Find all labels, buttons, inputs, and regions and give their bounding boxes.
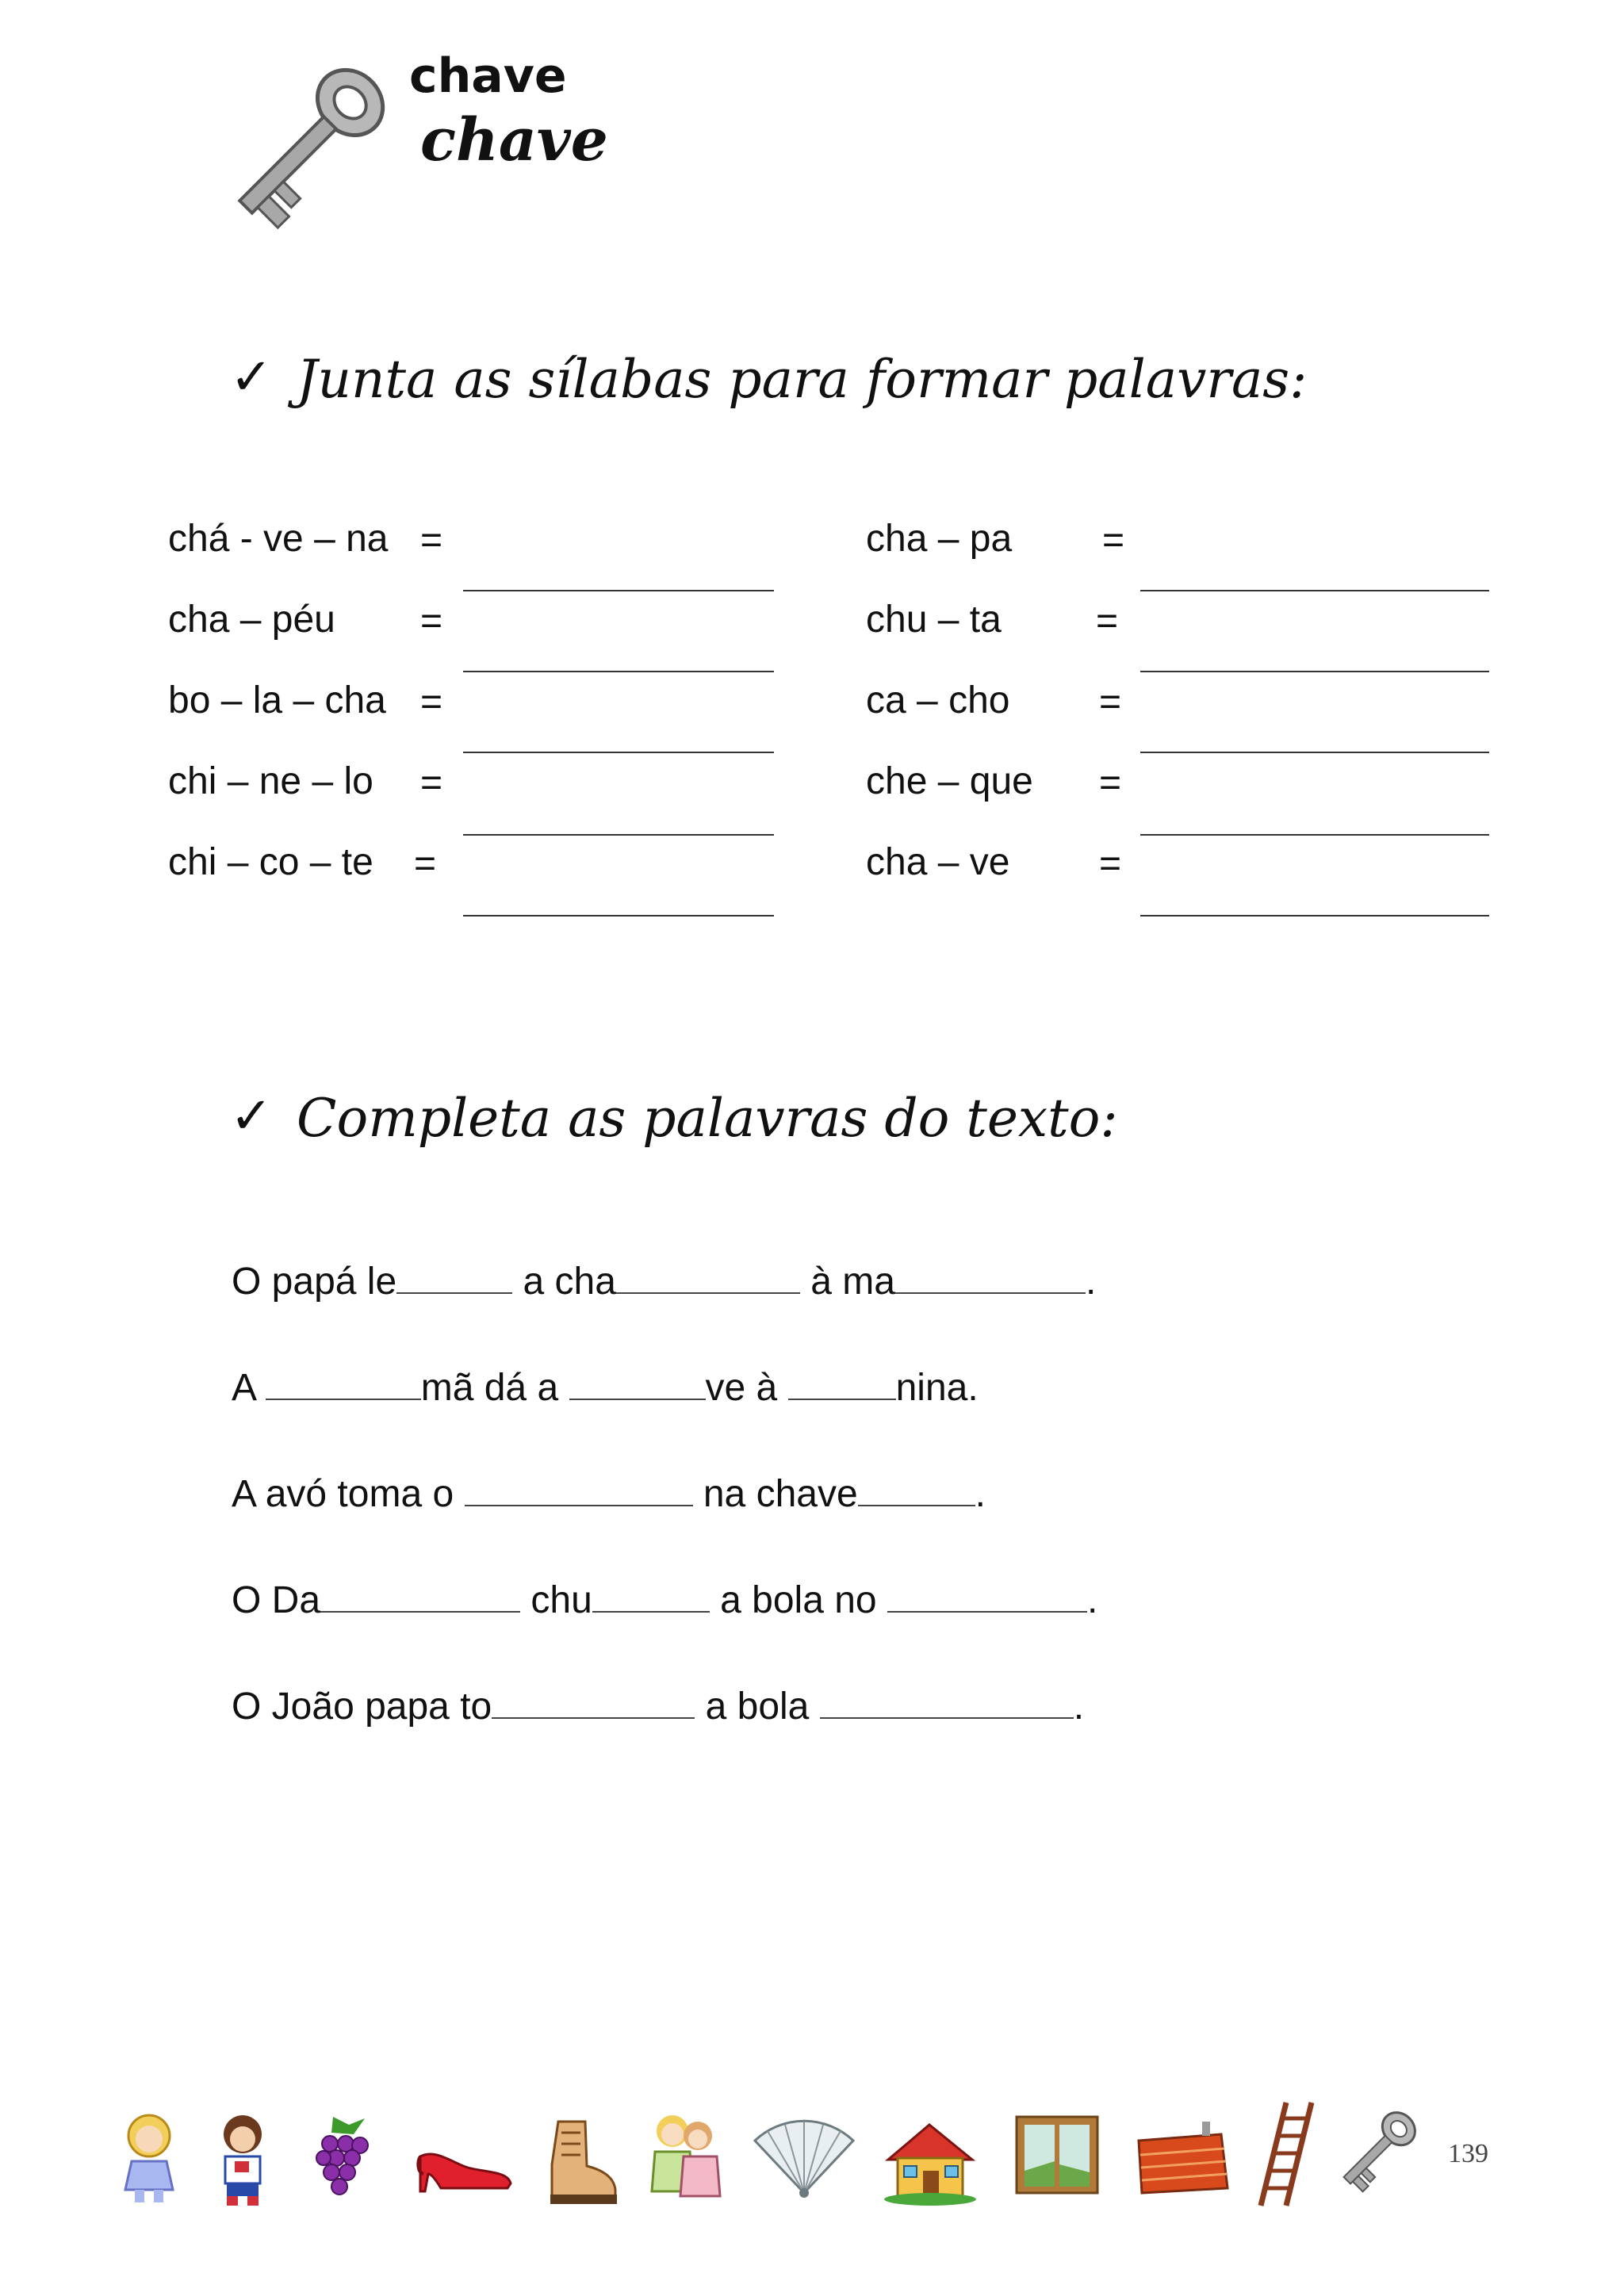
equals-sign: = bbox=[420, 681, 443, 723]
sentence-text: O João papa to bbox=[232, 1686, 492, 1728]
sentence-5 bbox=[232, 1686, 1084, 1726]
ladder-icon bbox=[1254, 2098, 1318, 2209]
sentence-text: a bola no bbox=[720, 1579, 877, 1621]
answer-line[interactable] bbox=[463, 752, 774, 753]
sentence-text: A bbox=[232, 1367, 255, 1409]
blank-field[interactable] bbox=[266, 1367, 421, 1400]
syllables-item: chi – co – te bbox=[168, 841, 373, 883]
sentence-text: mã dá a bbox=[420, 1367, 559, 1409]
answer-line[interactable] bbox=[463, 590, 774, 591]
word-print: chave bbox=[409, 48, 567, 104]
equals-sign: = bbox=[1099, 843, 1122, 885]
answer-line[interactable] bbox=[463, 671, 774, 672]
syllables-item: cha – péu bbox=[168, 599, 335, 641]
sentence-2 bbox=[232, 1367, 979, 1407]
answer-line[interactable] bbox=[1140, 915, 1489, 916]
equals-sign: = bbox=[1102, 519, 1125, 561]
roof-tiles-icon bbox=[1134, 2117, 1232, 2196]
equals-sign: = bbox=[1096, 600, 1119, 642]
sentence-text: a cha bbox=[523, 1261, 616, 1303]
sentence-text: . bbox=[1073, 1686, 1085, 1728]
check-mark-icon: ✓ bbox=[230, 348, 273, 407]
key-icon bbox=[214, 52, 396, 243]
fan-icon bbox=[749, 2114, 858, 2202]
answer-line[interactable] bbox=[1140, 671, 1489, 672]
blank-field[interactable] bbox=[569, 1367, 706, 1400]
blank-field[interactable] bbox=[616, 1261, 800, 1294]
syllables-item: chá - ve – na bbox=[168, 518, 389, 560]
sentence-text: O Da bbox=[232, 1579, 321, 1621]
sentence-text: . bbox=[1085, 1261, 1097, 1303]
boot-icon bbox=[541, 2117, 620, 2206]
equals-sign: = bbox=[1099, 681, 1122, 723]
sentence-text: a bola bbox=[705, 1686, 810, 1728]
blank-field[interactable] bbox=[465, 1473, 693, 1506]
blank-field[interactable] bbox=[592, 1579, 710, 1613]
instruction-syllables: Junta as sílabas para formar palavras: bbox=[297, 349, 1308, 410]
blank-field[interactable] bbox=[858, 1473, 975, 1506]
sentence-1 bbox=[232, 1261, 1096, 1301]
blank-field[interactable] bbox=[788, 1367, 896, 1400]
blank-field[interactable] bbox=[396, 1261, 512, 1294]
sentence-text: na chave bbox=[703, 1473, 858, 1515]
equals-sign: = bbox=[420, 600, 443, 642]
answer-line[interactable] bbox=[463, 915, 774, 916]
equals-sign: = bbox=[420, 519, 443, 561]
blank-field[interactable] bbox=[887, 1579, 1087, 1613]
syllables-item: bo – la – cha bbox=[168, 679, 386, 721]
word-cursive: chave bbox=[420, 106, 608, 174]
sentence-text: A avó toma o bbox=[232, 1473, 454, 1515]
page-number: 139 bbox=[1448, 2139, 1488, 2168]
grapes-icon bbox=[309, 2112, 376, 2201]
answer-line[interactable] bbox=[1140, 834, 1489, 836]
syllables-item: chi – ne – lo bbox=[168, 760, 373, 802]
blank-field[interactable] bbox=[492, 1686, 695, 1719]
sentence-4 bbox=[232, 1579, 1097, 1620]
sentence-text: nina. bbox=[895, 1367, 979, 1409]
equals-sign: = bbox=[1099, 762, 1122, 804]
check-mark-icon: ✓ bbox=[230, 1087, 273, 1146]
instruction-complete-text: Completa as palavras do texto: bbox=[297, 1088, 1118, 1149]
boy-icon bbox=[213, 2110, 273, 2207]
blank-field[interactable] bbox=[895, 1261, 1086, 1294]
answer-line[interactable] bbox=[463, 834, 774, 836]
sentence-text: O papá le bbox=[232, 1261, 397, 1303]
red-shoe-icon bbox=[412, 2125, 515, 2196]
sentence-text: . bbox=[975, 1473, 986, 1515]
syllables-item: ca – cho bbox=[866, 679, 1010, 721]
sentence-3 bbox=[232, 1473, 986, 1513]
house-icon bbox=[882, 2117, 979, 2206]
sentence-text: à ma bbox=[810, 1261, 895, 1303]
answer-line[interactable] bbox=[1140, 590, 1489, 591]
doll-girl-icon bbox=[117, 2112, 181, 2206]
syllables-item: chu – ta bbox=[866, 599, 1002, 641]
answer-line[interactable] bbox=[1140, 752, 1489, 753]
key-icon bbox=[1331, 2103, 1424, 2198]
equals-sign: = bbox=[420, 762, 443, 804]
syllables-item: cha – ve bbox=[866, 841, 1010, 883]
equals-sign: = bbox=[414, 843, 437, 885]
children-hug-icon bbox=[641, 2104, 728, 2207]
sentence-text: ve à bbox=[705, 1367, 778, 1409]
syllables-item: che – que bbox=[866, 760, 1033, 802]
blank-field[interactable] bbox=[320, 1579, 520, 1613]
blank-field[interactable] bbox=[820, 1686, 1074, 1719]
sentence-text: chu bbox=[530, 1579, 592, 1621]
sentence-text: . bbox=[1086, 1579, 1098, 1621]
syllables-item: cha – pa bbox=[866, 518, 1013, 560]
window-icon bbox=[1013, 2114, 1101, 2196]
